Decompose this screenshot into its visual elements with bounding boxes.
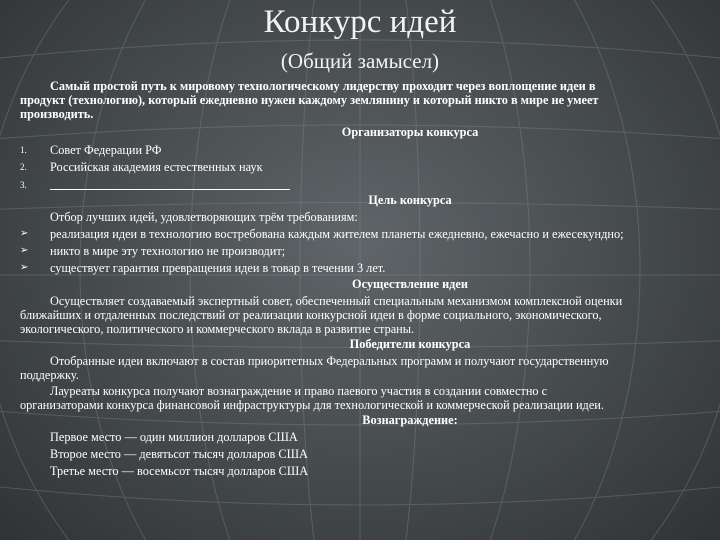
- bullet-arrow-icon: ➢: [20, 228, 29, 239]
- goal-lead: Отбор лучших идей, удовлетворяющих трём требованиям:: [50, 210, 358, 224]
- organizer-blank-line: [50, 189, 290, 190]
- implementation-heading: Осуществление идеи: [352, 277, 468, 291]
- winners-line: организаторами конкурса финансовой инфраструктуры для технологической и коммерческой реализации идеи.: [20, 398, 604, 412]
- implementation-line: экологического, политического и коммерческого вклада в развитие страны.: [20, 322, 415, 336]
- intro-line-1: Самый простой путь к мировому технологическому лидерству проходит через воплощение идеи в: [50, 79, 596, 93]
- bullet-arrow-icon: ➢: [20, 245, 29, 256]
- winners-line: Лауреаты конкурса получают вознаграждение и право паевого участия в создании совместно с: [50, 384, 548, 398]
- rewards-heading: Вознаграждение:: [362, 413, 458, 427]
- winners-line: поддержку.: [20, 368, 79, 382]
- implementation-line: Осуществляет создаваемый экспертный совет, обеспеченный специальным механизмом комплексной оценки: [50, 294, 623, 308]
- intro-line-3: производить.: [20, 107, 94, 121]
- organizer-item: Российская академия естественных наук: [50, 160, 263, 174]
- organizer-number: 1.: [20, 145, 27, 155]
- slide-title: Конкурс идей: [263, 4, 457, 40]
- implementation-line: ближайших и отдаленных последствий от реализации конкурсной идеи в форме социального, экономического,: [20, 308, 602, 322]
- goal-bullet: существует гарантия превращения идеи в товар в течении 3 лет.: [50, 261, 386, 275]
- goal-bullet: реализация идеи в технологию востребована каждым жителем планеты ежедневно, ежечасно и ежесекундно;: [50, 227, 624, 241]
- intro-line-2: продукт (технологию), который ежедневно нужен каждому землянину и который никто в мире не умеет: [20, 93, 599, 107]
- goal-bullet: никто в мире эту технологию не производит;: [50, 244, 286, 258]
- winners-heading: Победители конкурса: [349, 337, 471, 351]
- bullet-arrow-icon: ➢: [20, 262, 29, 273]
- slide-subtitle: (Общий замысел): [280, 49, 440, 73]
- organizer-number: 3.: [20, 180, 27, 190]
- winners-line: Отобранные идеи включают в состав приоритетных Федеральных программ и получают государственную: [50, 354, 609, 368]
- organizers-heading: Организаторы конкурса: [341, 125, 479, 139]
- reward-item-third: Третье место — восемьсот тысяч долларов США: [50, 464, 309, 478]
- reward-item-second: Второе место — девятьсот тысяч долларов США: [50, 447, 308, 461]
- goal-heading: Цель конкурса: [368, 193, 452, 207]
- organizer-number: 2.: [20, 162, 27, 172]
- reward-item-first: Первое место — один миллион долларов США: [50, 430, 298, 444]
- organizer-item: Совет Федерации РФ: [50, 143, 162, 157]
